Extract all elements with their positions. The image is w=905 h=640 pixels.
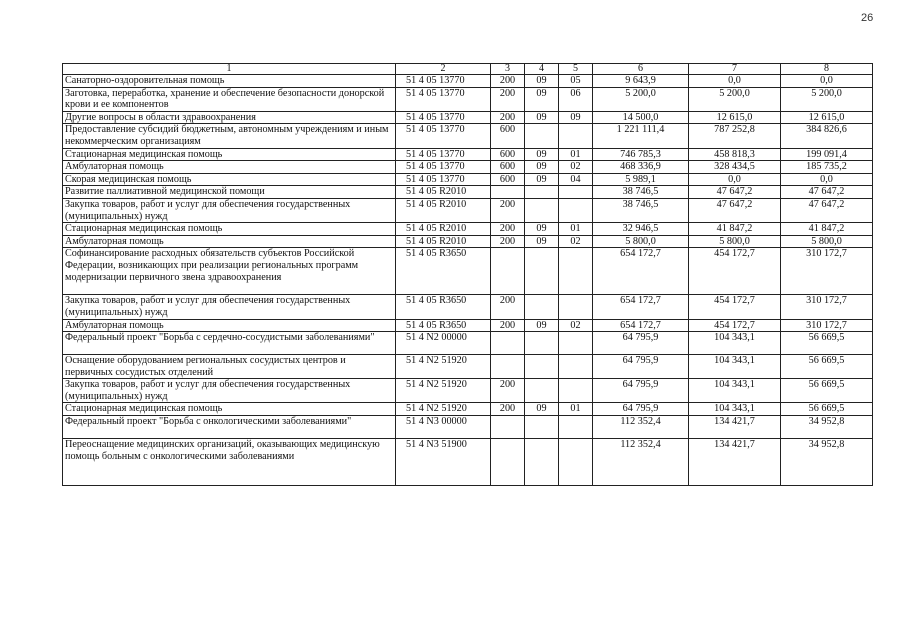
row-value-7: 0,0 xyxy=(689,173,781,186)
row-col5: 06 xyxy=(559,87,593,111)
row-col5: 02 xyxy=(559,235,593,248)
row-col5: 01 xyxy=(559,403,593,416)
row-value-7: 104 343,1 xyxy=(689,403,781,416)
row-value-8: 310 172,7 xyxy=(781,295,873,319)
row-value-7: 12 615,0 xyxy=(689,111,781,124)
row-col4 xyxy=(525,186,559,199)
row-value-7: 328 434,5 xyxy=(689,161,781,174)
row-value-6: 112 352,4 xyxy=(593,416,689,439)
row-value-6: 654 172,7 xyxy=(593,319,689,332)
column-header: 3 xyxy=(491,64,525,75)
row-code: 51 4 N3 00000 xyxy=(396,416,491,439)
row-value-7: 5 200,0 xyxy=(689,87,781,111)
row-col4: 09 xyxy=(525,87,559,111)
row-value-6: 746 785,3 xyxy=(593,148,689,161)
row-col3: 600 xyxy=(491,148,525,161)
table-row xyxy=(63,161,873,174)
table-row xyxy=(63,416,873,439)
table-row xyxy=(63,295,873,319)
column-header: 2 xyxy=(396,64,491,75)
row-value-8: 47 647,2 xyxy=(781,198,873,222)
row-value-7: 0,0 xyxy=(689,75,781,88)
row-value-8: 5 800,0 xyxy=(781,235,873,248)
column-header: 7 xyxy=(689,64,781,75)
page-number: 26 xyxy=(861,12,874,24)
row-col5 xyxy=(559,439,593,486)
row-col4 xyxy=(525,248,559,295)
table-row xyxy=(63,332,873,355)
row-code: 51 4 05 R2010 xyxy=(396,186,491,199)
row-code: 51 4 05 13770 xyxy=(396,161,491,174)
row-value-8: 185 735,2 xyxy=(781,161,873,174)
row-value-6: 32 946,5 xyxy=(593,223,689,236)
column-header: 4 xyxy=(525,64,559,75)
row-value-7: 454 172,7 xyxy=(689,319,781,332)
row-name: Закупка товаров, работ и услуг для обеспечения государственных (муниципальных) нужд xyxy=(63,198,396,222)
row-col3 xyxy=(491,186,525,199)
row-value-6: 5 800,0 xyxy=(593,235,689,248)
row-col4 xyxy=(525,439,559,486)
row-col5 xyxy=(559,186,593,199)
row-code: 51 4 05 13770 xyxy=(396,124,491,148)
row-value-6: 9 643,9 xyxy=(593,75,689,88)
row-value-6: 64 795,9 xyxy=(593,379,689,403)
table-row xyxy=(63,439,873,486)
row-col3: 600 xyxy=(491,173,525,186)
row-value-7: 454 172,7 xyxy=(689,295,781,319)
row-col4 xyxy=(525,295,559,319)
row-value-7: 454 172,7 xyxy=(689,248,781,295)
row-col4: 09 xyxy=(525,148,559,161)
table-row xyxy=(63,248,873,295)
row-col5: 04 xyxy=(559,173,593,186)
row-value-6: 112 352,4 xyxy=(593,439,689,486)
row-value-7: 134 421,7 xyxy=(689,439,781,486)
row-value-6: 38 746,5 xyxy=(593,198,689,222)
column-header: 5 xyxy=(559,64,593,75)
row-name: Софинансирование расходных обязательств субъектов Российской Федерации, возникающих при реализации региональных программ модернизации первичного звена здравоохранения xyxy=(63,248,396,295)
row-col4: 09 xyxy=(525,319,559,332)
table-row xyxy=(63,223,873,236)
row-col5: 05 xyxy=(559,75,593,88)
row-col5 xyxy=(559,355,593,379)
row-col5 xyxy=(559,379,593,403)
row-code: 51 4 N2 51920 xyxy=(396,403,491,416)
row-name: Оснащение оборудованием региональных сосудистых центров и первичных сосудистых отделений xyxy=(63,355,396,379)
row-col4 xyxy=(525,355,559,379)
row-value-6: 5 200,0 xyxy=(593,87,689,111)
row-name: Стационарная медицинская помощь xyxy=(63,223,396,236)
row-name: Амбулаторная помощь xyxy=(63,161,396,174)
table-row xyxy=(63,111,873,124)
row-name: Другие вопросы в области здравоохранения xyxy=(63,111,396,124)
row-value-7: 787 252,8 xyxy=(689,124,781,148)
row-col4 xyxy=(525,332,559,355)
column-header: 8 xyxy=(781,64,873,75)
table-row xyxy=(63,379,873,403)
row-code: 51 4 05 R3650 xyxy=(396,248,491,295)
row-name: Федеральный проект "Борьба с онкологическими заболеваниями" xyxy=(63,416,396,439)
row-value-7: 47 647,2 xyxy=(689,198,781,222)
row-value-8: 56 669,5 xyxy=(781,355,873,379)
row-col3: 200 xyxy=(491,111,525,124)
budget-table xyxy=(62,63,873,486)
row-col3: 200 xyxy=(491,75,525,88)
row-col3 xyxy=(491,248,525,295)
row-code: 51 4 N2 00000 xyxy=(396,332,491,355)
table-row xyxy=(63,235,873,248)
row-value-6: 64 795,9 xyxy=(593,332,689,355)
row-value-8: 0,0 xyxy=(781,75,873,88)
row-name: Скорая медицинская помощь xyxy=(63,173,396,186)
table-row xyxy=(63,75,873,88)
row-col4 xyxy=(525,124,559,148)
row-name: Санаторно-оздоровительная помощь xyxy=(63,75,396,88)
row-value-8: 12 615,0 xyxy=(781,111,873,124)
row-col4: 09 xyxy=(525,75,559,88)
row-col4: 09 xyxy=(525,173,559,186)
row-code: 51 4 05 13770 xyxy=(396,173,491,186)
row-name: Амбулаторная помощь xyxy=(63,235,396,248)
row-value-6: 654 172,7 xyxy=(593,295,689,319)
row-col5 xyxy=(559,416,593,439)
row-code: 51 4 05 R3650 xyxy=(396,319,491,332)
row-value-8: 56 669,5 xyxy=(781,379,873,403)
row-col4 xyxy=(525,379,559,403)
row-value-6: 38 746,5 xyxy=(593,186,689,199)
row-value-6: 1 221 111,4 xyxy=(593,124,689,148)
row-col3 xyxy=(491,332,525,355)
row-col3: 200 xyxy=(491,295,525,319)
row-value-8: 34 952,8 xyxy=(781,416,873,439)
table-row xyxy=(63,403,873,416)
row-col4 xyxy=(525,198,559,222)
row-name: Предоставление субсидий бюджетным, автономным учреждениям и иным некоммерческим организациям xyxy=(63,124,396,148)
row-col4 xyxy=(525,416,559,439)
row-col3: 200 xyxy=(491,379,525,403)
row-name: Федеральный проект "Борьба с сердечно-сосудистыми заболеваниями" xyxy=(63,332,396,355)
row-value-8: 310 172,7 xyxy=(781,319,873,332)
row-col5: 01 xyxy=(559,223,593,236)
table-body xyxy=(63,64,873,486)
row-value-8: 47 647,2 xyxy=(781,186,873,199)
row-code: 51 4 05 13770 xyxy=(396,87,491,111)
row-col3: 600 xyxy=(491,124,525,148)
row-col5: 01 xyxy=(559,148,593,161)
row-col3 xyxy=(491,416,525,439)
row-value-7: 104 343,1 xyxy=(689,379,781,403)
column-header: 1 xyxy=(63,64,396,75)
row-name: Амбулаторная помощь xyxy=(63,319,396,332)
row-col3: 200 xyxy=(491,223,525,236)
column-number-header xyxy=(63,64,873,75)
row-code: 51 4 N2 51920 xyxy=(396,355,491,379)
row-col3: 200 xyxy=(491,87,525,111)
row-value-8: 199 091,4 xyxy=(781,148,873,161)
row-col3 xyxy=(491,355,525,379)
row-name: Заготовка, переработка, хранение и обеспечение безопасности донорской крови и ее компонентов xyxy=(63,87,396,111)
row-value-7: 41 847,2 xyxy=(689,223,781,236)
table-row xyxy=(63,124,873,148)
row-col4: 09 xyxy=(525,111,559,124)
row-name: Развитие паллиативной медицинской помощи xyxy=(63,186,396,199)
row-code: 51 4 05 13770 xyxy=(396,75,491,88)
row-value-8: 34 952,8 xyxy=(781,439,873,486)
row-col5 xyxy=(559,124,593,148)
table-row xyxy=(63,173,873,186)
row-value-8: 56 669,5 xyxy=(781,403,873,416)
row-value-8: 5 200,0 xyxy=(781,87,873,111)
row-col4: 09 xyxy=(525,161,559,174)
row-col3: 200 xyxy=(491,198,525,222)
row-value-6: 5 989,1 xyxy=(593,173,689,186)
row-code: 51 4 N2 51920 xyxy=(396,379,491,403)
row-code: 51 4 05 R3650 xyxy=(396,295,491,319)
row-col3: 200 xyxy=(491,319,525,332)
row-value-7: 104 343,1 xyxy=(689,332,781,355)
row-value-6: 654 172,7 xyxy=(593,248,689,295)
row-code: 51 4 05 R2010 xyxy=(396,198,491,222)
row-code: 51 4 05 13770 xyxy=(396,148,491,161)
row-value-8: 56 669,5 xyxy=(781,332,873,355)
table-row xyxy=(63,87,873,111)
row-col3: 600 xyxy=(491,161,525,174)
row-col5 xyxy=(559,248,593,295)
row-col5: 02 xyxy=(559,319,593,332)
row-value-7: 134 421,7 xyxy=(689,416,781,439)
row-name: Стационарная медицинская помощь xyxy=(63,148,396,161)
row-name: Переоснащение медицинских организаций, оказывающих медицинскую помощь больным с онкологическими заболеваниями xyxy=(63,439,396,486)
row-value-7: 5 800,0 xyxy=(689,235,781,248)
row-value-7: 458 818,3 xyxy=(689,148,781,161)
row-value-7: 47 647,2 xyxy=(689,186,781,199)
row-col5: 02 xyxy=(559,161,593,174)
row-name: Стационарная медицинская помощь xyxy=(63,403,396,416)
row-code: 51 4 05 R2010 xyxy=(396,223,491,236)
row-value-6: 64 795,9 xyxy=(593,403,689,416)
table-row xyxy=(63,319,873,332)
table-row xyxy=(63,355,873,379)
row-col4: 09 xyxy=(525,223,559,236)
row-col3: 200 xyxy=(491,235,525,248)
row-col5 xyxy=(559,198,593,222)
table-row xyxy=(63,198,873,222)
row-value-8: 384 826,6 xyxy=(781,124,873,148)
row-value-8: 0,0 xyxy=(781,173,873,186)
row-name: Закупка товаров, работ и услуг для обеспечения государственных (муниципальных) нужд xyxy=(63,295,396,319)
table-row xyxy=(63,148,873,161)
row-col4: 09 xyxy=(525,403,559,416)
row-code: 51 4 N3 51900 xyxy=(396,439,491,486)
row-value-6: 468 336,9 xyxy=(593,161,689,174)
row-value-6: 14 500,0 xyxy=(593,111,689,124)
row-name: Закупка товаров, работ и услуг для обеспечения государственных (муниципальных) нужд xyxy=(63,379,396,403)
table-row xyxy=(63,186,873,199)
row-code: 51 4 05 13770 xyxy=(396,111,491,124)
row-col4: 09 xyxy=(525,235,559,248)
row-col3: 200 xyxy=(491,403,525,416)
row-col3 xyxy=(491,439,525,486)
row-value-8: 310 172,7 xyxy=(781,248,873,295)
row-value-6: 64 795,9 xyxy=(593,355,689,379)
row-col5 xyxy=(559,295,593,319)
column-header: 6 xyxy=(593,64,689,75)
row-code: 51 4 05 R2010 xyxy=(396,235,491,248)
row-value-7: 104 343,1 xyxy=(689,355,781,379)
row-col5 xyxy=(559,332,593,355)
row-value-8: 41 847,2 xyxy=(781,223,873,236)
row-col5: 09 xyxy=(559,111,593,124)
